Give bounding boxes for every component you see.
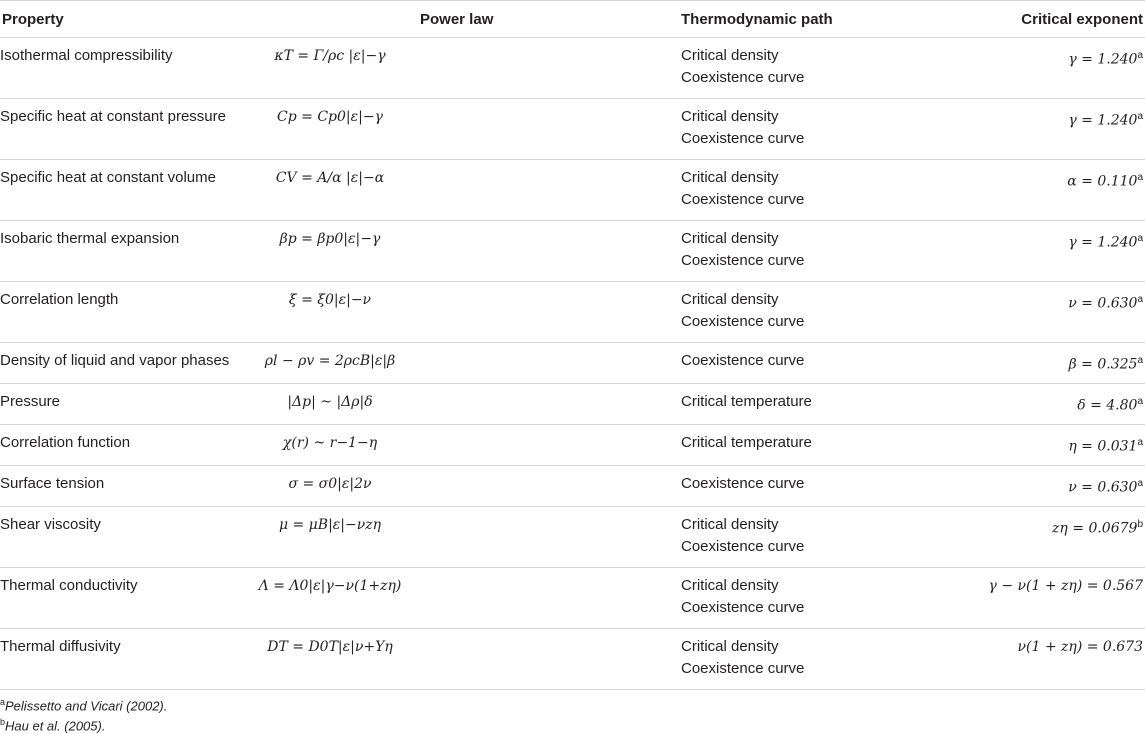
exponent-cell — [1067, 167, 1143, 193]
table-row — [0, 343, 1145, 384]
header-power-law: Power law — [420, 11, 494, 28]
exponent-value: γ = 1.240 — [1068, 112, 1138, 129]
power-law-cell: Cp = Cp0|ε|−γ — [277, 109, 383, 125]
exponent-footnote-mark: a — [1137, 396, 1143, 407]
path-line-2: Coexistence curve — [681, 252, 805, 269]
exponent-footnote-mark: a — [1137, 233, 1143, 244]
path-line-1: Coexistence curve — [681, 475, 805, 492]
exponent-footnote-mark: a — [1137, 437, 1143, 448]
power-law-cell: |Δp| ~ |Δρ|δ — [287, 394, 373, 410]
footnote-a-text: Pelissetto and Vicari (2002). — [5, 698, 168, 714]
table-row — [0, 38, 1145, 99]
table-row — [0, 629, 1145, 690]
header-property: Property — [2, 11, 64, 28]
path-line-1: Coexistence curve — [681, 352, 805, 369]
exponent-value: γ − ν(1 + zη) = 0.567 — [988, 578, 1143, 594]
table-header — [0, 0, 1145, 38]
exponent-value: γ = 1.240 — [1068, 51, 1138, 68]
path-line-1: Critical density — [681, 47, 779, 64]
header-exponent: Critical exponent — [1021, 11, 1143, 28]
path-cell — [681, 473, 804, 495]
path-line-1: Critical density — [681, 108, 779, 125]
path-line-1: Critical temperature — [681, 434, 812, 451]
path-line-1: Critical density — [681, 638, 779, 655]
exponent-value: η = 0.031 — [1068, 438, 1138, 455]
power-law-cell: Λ = Λ0|ε|γ−ν(1+zη) — [258, 578, 402, 594]
property-cell: Shear viscosity — [0, 516, 101, 533]
property-cell: Thermal conductivity — [0, 577, 138, 594]
exponent-value: δ = 4.80 — [1077, 397, 1138, 414]
exponent-value: ν = 0.630 — [1068, 295, 1138, 312]
footnote-a-mark: a — [0, 697, 6, 707]
path-line-1: Critical density — [681, 169, 779, 186]
property-cell: Isothermal compressibility — [0, 47, 173, 64]
exponent-value: zη = 0.0679 — [1052, 520, 1138, 537]
path-line-1: Critical density — [681, 577, 779, 594]
property-cell: Density of liquid and vapor phases — [0, 352, 230, 369]
path-line-1: Critical density — [681, 230, 779, 247]
path-line-2: Coexistence curve — [681, 69, 805, 86]
path-line-2: Coexistence curve — [681, 599, 805, 616]
path-cell — [681, 45, 804, 89]
path-cell — [681, 514, 804, 558]
property-cell: Specific heat at constant volume — [0, 169, 216, 186]
table-row — [0, 282, 1145, 343]
exponent-footnote-mark: a — [1137, 172, 1143, 183]
exponent-footnote-mark: a — [1137, 50, 1143, 61]
exponent-footnote-mark: a — [1137, 294, 1143, 305]
exponent-cell — [1069, 350, 1143, 376]
path-cell — [681, 432, 812, 454]
table-row — [0, 99, 1145, 160]
exponent-cell — [1068, 228, 1143, 254]
power-law-cell: ξ = ξ0|ε|−ν — [288, 292, 372, 308]
table-row — [0, 568, 1145, 629]
power-law-cell: κT = Γ/ρc |ε|−γ — [274, 48, 386, 64]
header-path: Thermodynamic path — [681, 11, 833, 28]
table-row — [0, 160, 1145, 221]
power-law-cell: μ = μB|ε|−νzη — [278, 517, 382, 533]
path-line-1: Critical density — [681, 516, 779, 533]
path-line-2: Coexistence curve — [681, 660, 805, 677]
exponent-cell — [1068, 432, 1143, 458]
footnote-b — [0, 717, 105, 733]
footnote-a — [0, 697, 167, 713]
exponent-value: β = 0.325 — [1068, 356, 1138, 373]
table-row — [0, 507, 1145, 568]
property-cell: Correlation function — [0, 434, 131, 451]
exponent-value: γ = 1.240 — [1068, 234, 1138, 251]
exponent-footnote-mark: b — [1137, 519, 1143, 530]
path-cell — [681, 391, 812, 413]
exponent-value: ν = 0.630 — [1068, 479, 1138, 496]
exponent-cell — [1052, 514, 1143, 540]
power-law-cell: σ = σ0|ε|2ν — [288, 476, 372, 492]
path-line-1: Critical temperature — [681, 393, 812, 410]
property-cell: Specific heat at constant pressure — [0, 108, 226, 125]
property-cell: Surface tension — [0, 475, 105, 492]
path-line-2: Coexistence curve — [681, 538, 805, 555]
path-line-1: Critical density — [681, 291, 779, 308]
footnote-b-mark: b — [0, 717, 6, 727]
path-cell — [681, 228, 804, 272]
path-line-2: Coexistence curve — [681, 191, 805, 208]
path-cell — [681, 636, 804, 680]
path-cell — [681, 167, 804, 211]
exponent-footnote-mark: a — [1137, 478, 1143, 489]
exponent-cell — [1077, 391, 1143, 417]
exponent-cell — [1068, 289, 1143, 315]
power-law-cell: χ(r) ~ r−1−η — [282, 435, 378, 451]
property-cell: Correlation length — [0, 291, 119, 308]
exponent-value: ν(1 + zη) = 0.673 — [1017, 639, 1143, 655]
power-law-cell: DT = D0T|ε|ν+Yη — [267, 639, 393, 655]
property-cell: Pressure — [0, 393, 61, 410]
exponent-cell — [989, 575, 1143, 597]
property-cell: Isobaric thermal expansion — [0, 230, 180, 247]
property-cell: Thermal diffusivity — [0, 638, 121, 655]
power-law-cell: βp = βp0|ε|−γ — [279, 231, 381, 247]
path-line-2: Coexistence curve — [681, 313, 805, 330]
exponent-cell — [1068, 473, 1143, 499]
exponent-footnote-mark: a — [1137, 355, 1143, 366]
table-row — [0, 384, 1145, 425]
path-cell — [681, 289, 804, 333]
table-row — [0, 466, 1145, 507]
path-cell — [681, 106, 804, 150]
path-cell — [681, 350, 804, 372]
exponent-cell — [1068, 106, 1143, 132]
path-cell — [681, 575, 804, 619]
table-row — [0, 425, 1145, 466]
exponent-value: α = 0.110 — [1067, 173, 1138, 190]
exponent-footnote-mark: a — [1137, 111, 1143, 122]
path-line-2: Coexistence curve — [681, 130, 805, 147]
table-row — [0, 221, 1145, 282]
footnote-b-text: Hau et al. (2005). — [5, 718, 106, 734]
power-law-cell: ρl − ρv = 2ρcB|ε|β — [264, 353, 396, 369]
exponent-cell — [1068, 45, 1143, 71]
power-law-cell: CV = A/α |ε|−α — [275, 170, 385, 186]
exponent-cell — [1018, 636, 1143, 658]
